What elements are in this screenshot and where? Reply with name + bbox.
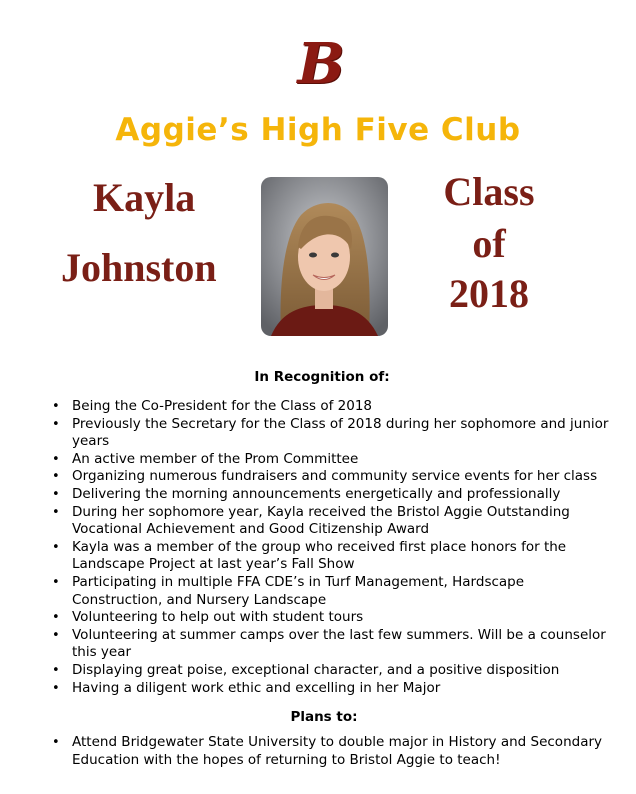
student-photo: [261, 177, 388, 336]
club-title: Aggie’s High Five Club: [115, 112, 521, 148]
list-item: • Previously the Secretary for the Class of 2018 during her sophomore and junior years: [0, 416, 612, 451]
class-label: Class: [443, 169, 535, 214]
list-item: • During her sophomore year, Kayla received the Bristol Aggie Outstanding Vocational Achievement and Good Citizenship Award: [0, 504, 612, 539]
student-first-name: Kayla: [93, 175, 196, 220]
list-item: • Participating in multiple FFA CDE’s in Turf Management, Hardscape Construction, and Nursery Landscape: [0, 574, 612, 609]
class-of: of: [472, 221, 506, 266]
list-item: • Being the Co-President for the Class of 2018: [0, 398, 612, 416]
list-item: • Kayla was a member of the group who received first place honors for the Landscape Project at last year’s Fall Show: [0, 539, 612, 574]
plans-list: [0, 734, 612, 769]
list-item: • Volunteering at summer camps over the last few summers. Will be a counselor this year: [0, 627, 612, 662]
list-item: • Delivering the morning announcements energetically and professionally: [0, 486, 612, 504]
list-item: • An active member of the Prom Committee: [0, 451, 612, 469]
list-item: • Volunteering to help out with student tours: [0, 609, 612, 627]
class-year: 2018: [449, 271, 529, 316]
logo-letter: B: [297, 31, 345, 97]
plans-heading: Plans to:: [290, 709, 358, 725]
list-item: • Having a diligent work ethic and excelling in her Major: [0, 680, 612, 698]
recognition-heading: In Recognition of:: [254, 369, 390, 385]
student-last-name: Johnston: [61, 245, 217, 290]
list-item: • Organizing numerous fundraisers and community service events for her class: [0, 468, 612, 486]
recognition-list: [0, 398, 612, 697]
list-item: • Displaying great poise, exceptional character, and a positive disposition: [0, 662, 612, 680]
school-logo: [296, 31, 346, 97]
list-item: • Attend Bridgewater State University to double major in History and Secondary Education with the hopes of returning to Bristol Aggie to teach!: [0, 734, 612, 769]
